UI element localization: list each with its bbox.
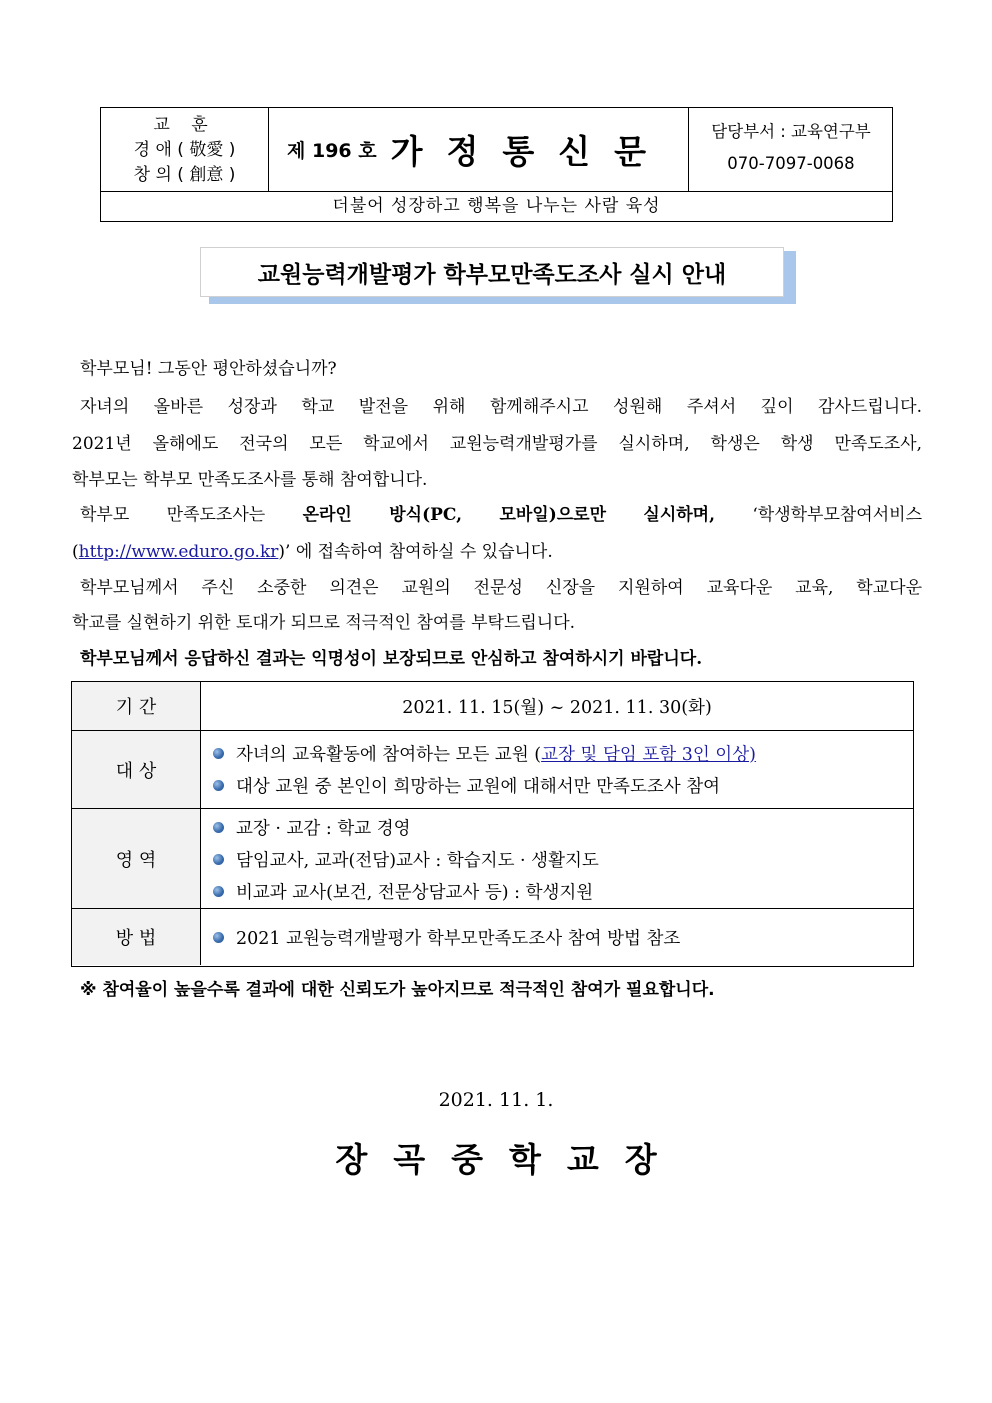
paper-name: 가정통신문	[390, 132, 670, 171]
target-cell	[201, 731, 913, 808]
table-row	[72, 731, 913, 809]
principal-signature: 장곡중학교장	[335, 1140, 683, 1179]
text-run: 담임교사, 교과(전담)교사 : 학습지도 · 생활지도	[236, 850, 599, 871]
bullet-icon	[213, 780, 224, 791]
list-item	[213, 769, 913, 801]
list-item	[213, 843, 913, 875]
row-label: 대 상	[72, 731, 201, 808]
table-row	[72, 909, 913, 965]
text-run: 방식(PC,	[389, 505, 463, 525]
text-run: 실시하며,	[643, 505, 715, 525]
list-item	[213, 875, 913, 907]
paragraph-anonymity: 학부모님께서 응답하신 결과는 익명성이 보장되므로 안심하고 참여하시기 바랍니다.	[80, 649, 703, 669]
document-date: 2021. 11. 1.	[438, 1089, 554, 1111]
text-run: 2021 교원능력개발평가 학부모만족도조사 참여 방법 참조	[236, 928, 681, 949]
table-row	[72, 809, 913, 909]
row-label: 기 간	[72, 682, 201, 730]
text-run: 자녀의 교육활동에 참여하는 모든 교원 (	[236, 744, 542, 765]
text-run: 온라인	[302, 505, 352, 525]
phone: 070-7097-0068	[727, 154, 855, 173]
area-cell	[201, 809, 913, 908]
school-motto	[101, 108, 269, 191]
list-item	[213, 737, 913, 769]
text-run: ‘학생학부모참여서비스	[752, 505, 922, 525]
paragraph-line: 2021년 올해에도 전국의 모든 학교에서 교원능력개발평가를 실시하며, 학생은 학생 만족도조사,	[72, 434, 922, 454]
bullet-icon	[213, 854, 224, 865]
bullet-icon	[213, 822, 224, 833]
paragraph-line: 학부모님께서 주신 소중한 의견은 교원의 전문성 신장을 지원하여 교육다운 교육, 학교다운	[80, 578, 922, 598]
paragraph-thanks: 자녀의 올바른 성장과 학교 발전을 위해 함께해주시고 성원해 주셔서 깊이 감사드립니다.	[80, 397, 922, 417]
bullet-icon	[213, 932, 224, 943]
row-label: 방 법	[72, 909, 201, 965]
paragraph-greeting: 학부모님! 그동안 평안하셨습니까?	[80, 359, 337, 379]
text-run: 대상 교원 중 본인이 희망하는 교원에 대해서만 만족도조사 참여	[236, 776, 721, 797]
school-slogan: 더불어 성장하고 행복을 나누는 사람 육성	[332, 196, 661, 216]
text-run: )’ 에 접속하여 참여하실 수 있습니다.	[278, 542, 553, 562]
header-top-row	[101, 108, 892, 192]
list-item	[213, 811, 913, 843]
text-run: 교장 및 담임 포함 3인 이상)	[541, 744, 756, 765]
text-run: 학부모	[80, 505, 130, 525]
row-label: 영 역	[72, 809, 201, 908]
paragraph-line: 학부모는 학부모 만족도조사를 통해 참여합니다.	[72, 470, 428, 490]
bullet-icon	[213, 886, 224, 897]
text-run: 모바일)으로만	[499, 505, 607, 525]
motto-line: 창 의 ( 創意 )	[133, 165, 236, 185]
paragraph-line: 학교를 실현하기 위한 토대가 되므로 적극적인 참여를 부탁드립니다.	[72, 613, 576, 633]
motto-line: 경 애 ( 敬愛 )	[133, 140, 236, 160]
paragraph-line	[72, 537, 922, 562]
department: 담당부서 : 교육연구부	[711, 122, 871, 141]
text-run: 비교과 교사(보건, 전문상담교사 등) : 학생지원	[236, 882, 594, 903]
document-title: 교원능력개발평가 학부모만족도조사 실시 안내	[200, 247, 784, 297]
eduro-link[interactable]: http://www.eduro.go.kr	[78, 542, 279, 562]
header-table	[100, 107, 893, 222]
method-cell	[201, 909, 913, 965]
issue-number: 제 196 호	[287, 140, 377, 162]
department-info	[688, 108, 894, 191]
table-row	[72, 682, 913, 731]
list-item	[213, 921, 680, 953]
motto-title: 교 훈	[153, 115, 216, 135]
paragraph-online-method	[80, 500, 922, 525]
text-run: (	[72, 542, 79, 562]
newsletter-title	[269, 108, 689, 191]
period-value: 2021. 11. 15(월) ~ 2021. 11. 30(화)	[402, 697, 712, 718]
info-table	[71, 681, 914, 967]
text-run: 만족도조사는	[166, 505, 266, 525]
bullet-icon	[213, 748, 224, 759]
participation-note: ※ 참여율이 높을수록 결과에 대한 신뢰도가 높아지므로 적극적인 참여가 필요합니다.	[80, 980, 715, 1000]
text-run: 교장 · 교감 : 학교 경영	[236, 818, 411, 839]
